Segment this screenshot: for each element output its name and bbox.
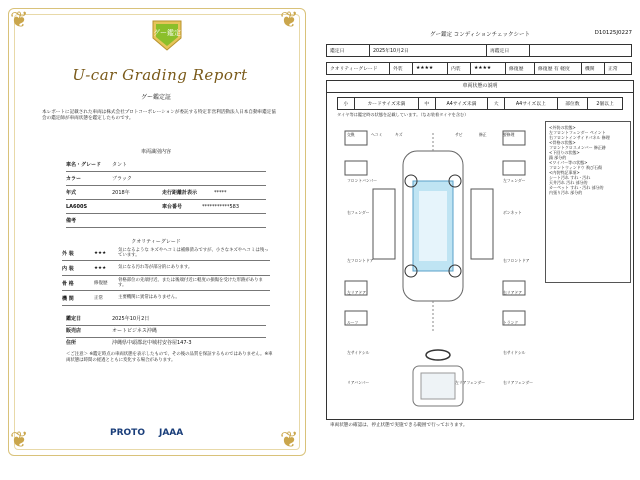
color-label: カラー — [66, 176, 82, 182]
shop-label: 販売店 — [66, 328, 82, 334]
damage-label: ヘコミ — [371, 132, 383, 137]
grade-label: 骨 格 — [62, 280, 74, 287]
grading-report-certificate — [0, 0, 312, 480]
note-item: 右フロントインサイドパネル 修理 — [549, 135, 610, 140]
proto-logo: PROTO — [110, 428, 145, 438]
note-heading: <ワイパー等の状態> — [549, 160, 588, 165]
mileage-value: ***** — [214, 189, 227, 196]
part-label: リアバンパー — [347, 380, 370, 385]
damage-label: 修正 — [479, 132, 487, 137]
quality-grade-label: クオリティーグレード — [327, 63, 390, 75]
note-heading: <下回りの状態> — [549, 150, 580, 155]
condition-notes — [549, 125, 635, 195]
color-value: ブラック — [112, 176, 132, 182]
inspection-date-table — [326, 44, 632, 57]
size-small-value: カードサイズ未満 — [354, 98, 418, 110]
year-label: 年式 — [66, 190, 77, 196]
size-large-label: 大 — [488, 98, 505, 110]
shop-value: オートビジネス沖縄 — [112, 328, 157, 334]
grade-row-exterior — [62, 246, 270, 261]
part-label: 右リアドア — [503, 290, 522, 295]
corner-ornament-top-right: ❦ — [280, 8, 299, 33]
interior-label: 内装 — [448, 63, 471, 75]
notice-text: ＜ご注意＞ ※鑑定時点の車両状態を表示したもので、その後の品質を保証するものではありません。※車両状態は時間の経過とともに変化する場合があります。 — [66, 352, 273, 364]
document-id: D10125J0227 — [594, 30, 632, 36]
grade-description: 気になるような キズやヘコミは補修済みですが、小さなキズやヘコミは残っています。 — [118, 247, 269, 258]
remarks-label: 備考 — [66, 218, 77, 224]
damage-label: キズ — [395, 132, 403, 137]
year-value: 2018年 — [112, 190, 130, 196]
part-label: トランク — [503, 320, 519, 325]
tire-caption: タイヤ等は鑑定時の状態を記載しています。（なお装着タイヤを含む） — [337, 112, 469, 117]
grade-description: 骨格部位の先端付近、または後端付近に軽度の損傷を受けた形跡があります。 — [118, 277, 263, 288]
size-small-label: 小 — [338, 98, 355, 110]
condition-panel — [326, 80, 634, 420]
note-item: 左フロントフェンダー ペイント — [549, 130, 606, 135]
mileage-label: 走行距離計表示 — [162, 190, 198, 196]
note-item: カーペット すれ・汚れ 部分的 — [549, 185, 604, 190]
bottom-caption: 車両状態の確認は、停止状態で実施できる範囲で行っております。 — [330, 423, 468, 428]
note-item: フロントウィンドウ 飛び石傷 — [549, 165, 603, 170]
condition-check-sheet — [322, 0, 638, 480]
vehicle-row-year — [66, 186, 266, 200]
corner-ornament-bottom-right: ❦ — [280, 428, 299, 453]
vehicle-name-value: タント — [112, 162, 128, 168]
note-item: 錆 部分的 — [549, 155, 567, 160]
badge-text: グー鑑定 — [153, 29, 181, 37]
size-medium-value: A4サイズ未満 — [435, 98, 488, 110]
grade-stars: 修復歴 — [94, 281, 108, 286]
damage-label: 交換 — [347, 132, 355, 137]
note-item: 天井汚れ 汚れ 部分的 — [549, 180, 588, 185]
part-label: 左リアドア — [347, 290, 366, 295]
reinspection-date-label: 再鑑定日 — [487, 45, 530, 57]
grade-stars: ★★★ — [94, 265, 107, 271]
part-label: 左フロントドア — [347, 258, 374, 263]
exterior-label: 外装 — [390, 63, 413, 75]
grade-row-interior — [62, 261, 270, 276]
part-count-value: 2個以上 — [588, 98, 623, 110]
part-label: フロントバンパー — [347, 178, 378, 183]
note-item: フロントクロスメンバー 修正跡 — [549, 145, 606, 150]
size-legend-table — [337, 97, 623, 110]
vehicle-section-heading: 車両識別内容 — [140, 149, 171, 155]
vehicle-row-color — [66, 172, 266, 186]
certificate-title: グー鑑定証 — [140, 94, 171, 101]
corner-ornament-top-left: ❦ — [10, 8, 29, 33]
model-code: LA600S — [66, 203, 88, 210]
sheet-title: グー鑑定 コンディションチェックシート — [429, 32, 531, 38]
quality-grade-table — [62, 246, 270, 306]
part-label: 右フロントドア — [503, 258, 530, 263]
quality-grade-summary — [326, 62, 632, 75]
logo-row — [110, 428, 240, 438]
address-label: 住所 — [66, 340, 77, 346]
grade-stars: 正常 — [94, 296, 103, 301]
part-label: ルーフ — [347, 320, 359, 325]
repair-history-value: 修復歴 有 軽度 — [535, 63, 582, 75]
reinspection-date-value — [530, 45, 632, 57]
note-heading: <内装特記事項> — [549, 170, 580, 175]
grade-label: 外 装 — [62, 250, 74, 257]
vehicle-row-remarks — [66, 214, 266, 228]
size-large-value: A4サイズ以上 — [505, 98, 558, 110]
chassis-value: ***********583 — [202, 203, 240, 210]
part-label: 左リアフェンダー — [455, 380, 486, 385]
date-value: 2025年10月2日 — [112, 316, 150, 322]
chassis-label: 車台番号 — [162, 204, 183, 210]
part-label: 左サイドシル — [347, 350, 370, 355]
intro-text: 本レポートに記載された車両は株式会社プロトコーポレーションが委託する特定非営利活動法人日本自動車鑑定協会の鑑定師が車両状態を鑑定したものです。 — [42, 110, 276, 122]
address-row — [66, 336, 266, 349]
part-label: 右フェンダー — [347, 210, 370, 215]
note-heading: <骨格の状態> — [549, 140, 576, 145]
part-count-label: 部位数 — [557, 98, 587, 110]
grade-row-engine — [62, 291, 270, 306]
part-label: 右リアフェンダー — [503, 380, 534, 385]
condition-section-heading: 車両状態の説明 — [327, 81, 633, 93]
grade-description: 主要機関に異常はありません。 — [118, 295, 180, 301]
inspection-date-label: 鑑定日 — [327, 45, 370, 57]
part-label: 左フェンダー — [503, 178, 526, 183]
corner-ornament-bottom-left: ❦ — [10, 428, 29, 453]
vehicle-name-label: 車名・グレード — [66, 162, 102, 168]
address-value: 沖縄県中頭郡北中城村安谷屋147-3 — [112, 340, 192, 346]
note-heading: <外装の状態> — [549, 125, 576, 130]
engine-value: 正常 — [605, 63, 632, 75]
grade-label: 内 装 — [62, 265, 74, 272]
size-medium-label: 中 — [418, 98, 435, 110]
damage-label: サビ — [455, 132, 463, 137]
repair-history-label: 修復歴 — [506, 63, 535, 75]
vehicle-damage-diagram — [333, 121, 543, 411]
grade-row-frame — [62, 276, 270, 291]
grade-stars: ★★★ — [94, 250, 107, 256]
jaaa-logo: JAAA — [158, 428, 184, 438]
grade-label: 機 関 — [62, 295, 74, 302]
report-script-title: U-car Grading Report — [72, 66, 248, 84]
exterior-stars: ★★★★ — [413, 63, 448, 75]
note-item: 内張り汚れ 部分的 — [549, 190, 583, 195]
date-label: 鑑定日 — [66, 316, 82, 322]
note-item: シート汚れ すれ・汚れ — [549, 175, 591, 180]
interior-stars: ★★★★ — [471, 63, 506, 75]
part-label: 右サイドシル — [503, 350, 526, 355]
part-label: ボンネット — [503, 210, 522, 215]
vehicle-row-model — [66, 200, 266, 214]
vehicle-row-name — [66, 158, 266, 172]
goo-kantei-badge-icon — [150, 18, 184, 52]
quality-section-heading: クオリティーグレード — [131, 239, 181, 245]
grade-description: 気になる汚れ等が部分的にあります。 — [118, 265, 193, 271]
inspection-date-value: 2025年10月2日 — [370, 45, 487, 57]
engine-label: 機関 — [582, 63, 605, 75]
damage-label: 要修理 — [503, 132, 515, 137]
